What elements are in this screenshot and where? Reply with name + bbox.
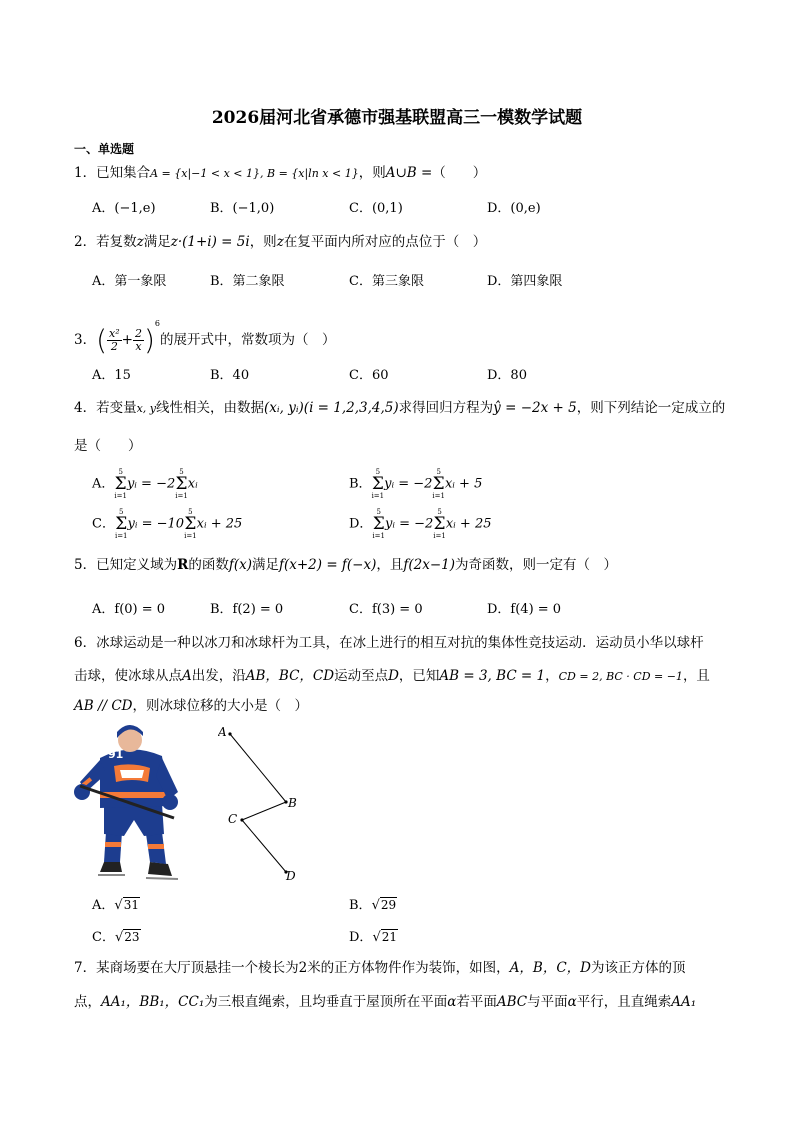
question-3: 3．( $\frac{\text{x²}}{2}$ + $\frac{2}{x}$ )$^6$的展开式中，常数项为（ ） <box>74 319 336 357</box>
q5-option-d: D．f(4) = 0 <box>487 602 562 617</box>
q2-option-a: A．第一象限 <box>92 274 167 289</box>
q6-option-c: C．√23 <box>92 930 140 945</box>
q3-option-d: D．80 <box>487 368 527 383</box>
question-6-line2: 击球，使冰球从点A出发，沿AB，BC，CD运动至点D，已知AB = 3, BC = 1，CD = 2, BC · CD = −1，且 <box>74 668 710 684</box>
question-6-line1: 6．冰球运动是一种以冰刀和冰球杆为工具，在冰上进行的相互对抗的集体性竞技运动．运动员小华以球杆 <box>74 635 704 651</box>
page-title: 2026届河北省承德市强基联盟高三一模数学试题 <box>211 108 583 128</box>
q1-option-d: D．(0,e) <box>487 201 541 216</box>
q4-option-c: C．5 Σ i=1yᵢ = −105 Σ i=1xᵢ + 25 <box>92 508 243 540</box>
q2-option-c: C．第三象限 <box>349 274 424 289</box>
q3-option-c: C．60 <box>349 368 389 383</box>
q5-option-b: B．f(2) = 0 <box>210 602 284 617</box>
point-label-c: C <box>228 812 238 826</box>
point-label-d: D <box>286 869 296 883</box>
q5-option-c: C．f(3) = 0 <box>349 602 423 617</box>
q4-option-d: D．5 Σ i=1yᵢ = −25 Σ i=1xᵢ + 25 <box>349 508 492 540</box>
question-1: 1．已知集合A = {x|−1 < x < 1}, B = {x|ln x < 1}，则A∪B =（ ） <box>74 165 487 181</box>
hockey-player-image <box>70 722 192 884</box>
question-4: 4．若变量x, y线性相关，由数据(xᵢ, yᵢ)(i = 1,2,3,4,5)求得回归方程为ŷ = −2x + 5，则下列结论一定成立的 <box>74 400 726 416</box>
q2-option-b: B．第二象限 <box>210 274 285 289</box>
q3-option-b: B．40 <box>210 368 250 383</box>
q4-option-b: B．5 Σ i=1yᵢ = −25 Σ i=1xᵢ + 5 <box>349 468 483 500</box>
q1-option-b: B．(−1,0) <box>210 201 275 216</box>
q1-option-a: A．(−1,e) <box>92 201 156 216</box>
q6-option-d: D．√21 <box>349 930 398 945</box>
q6-option-a: A．√31 <box>92 898 139 913</box>
q4-option-a: A．5 Σ i=1yᵢ = −25 Σ i=1xᵢ <box>92 468 198 500</box>
q5-option-a: A．f(0) = 0 <box>92 602 166 617</box>
geometry-figure <box>218 722 308 884</box>
q3-option-a: A．15 <box>92 368 131 383</box>
point-label-b: B <box>288 796 297 810</box>
q1-option-c: C．(0,1) <box>349 201 403 216</box>
question-5: 5．已知定义域为R的函数f(x)满足f(x+2) = f(−x)，且f(2x−1)为奇函数，则一定有（ ） <box>74 557 618 573</box>
question-7-line2: 点，AA₁，BB₁，CC₁为三根直绳索，且均垂直于屋顶所在平面α若平面ABC与平面α平行，且直绳索AA₁ <box>74 994 697 1010</box>
question-7-line1: 7．某商场要在大厅顶悬挂一个棱长为2米的正方体物件作为装饰，如图，A，B，C，D为该正方体的顶 <box>74 960 686 976</box>
point-label-a: A <box>218 725 227 739</box>
question-6-line3: AB // CD，则冰球位移的大小是（ ） <box>74 698 309 714</box>
section-heading: 一、单选题 <box>74 142 135 156</box>
q6-option-b: B．√29 <box>349 898 397 913</box>
question-2: 2．若复数z满足z·(1+i) = 5i，则z在复平面内所对应的点位于（ ） <box>74 234 487 250</box>
svg-text:91: 91 <box>108 748 124 761</box>
question-4-line2: 是（ ） <box>74 438 142 454</box>
q2-option-d: D．第四象限 <box>487 274 563 289</box>
